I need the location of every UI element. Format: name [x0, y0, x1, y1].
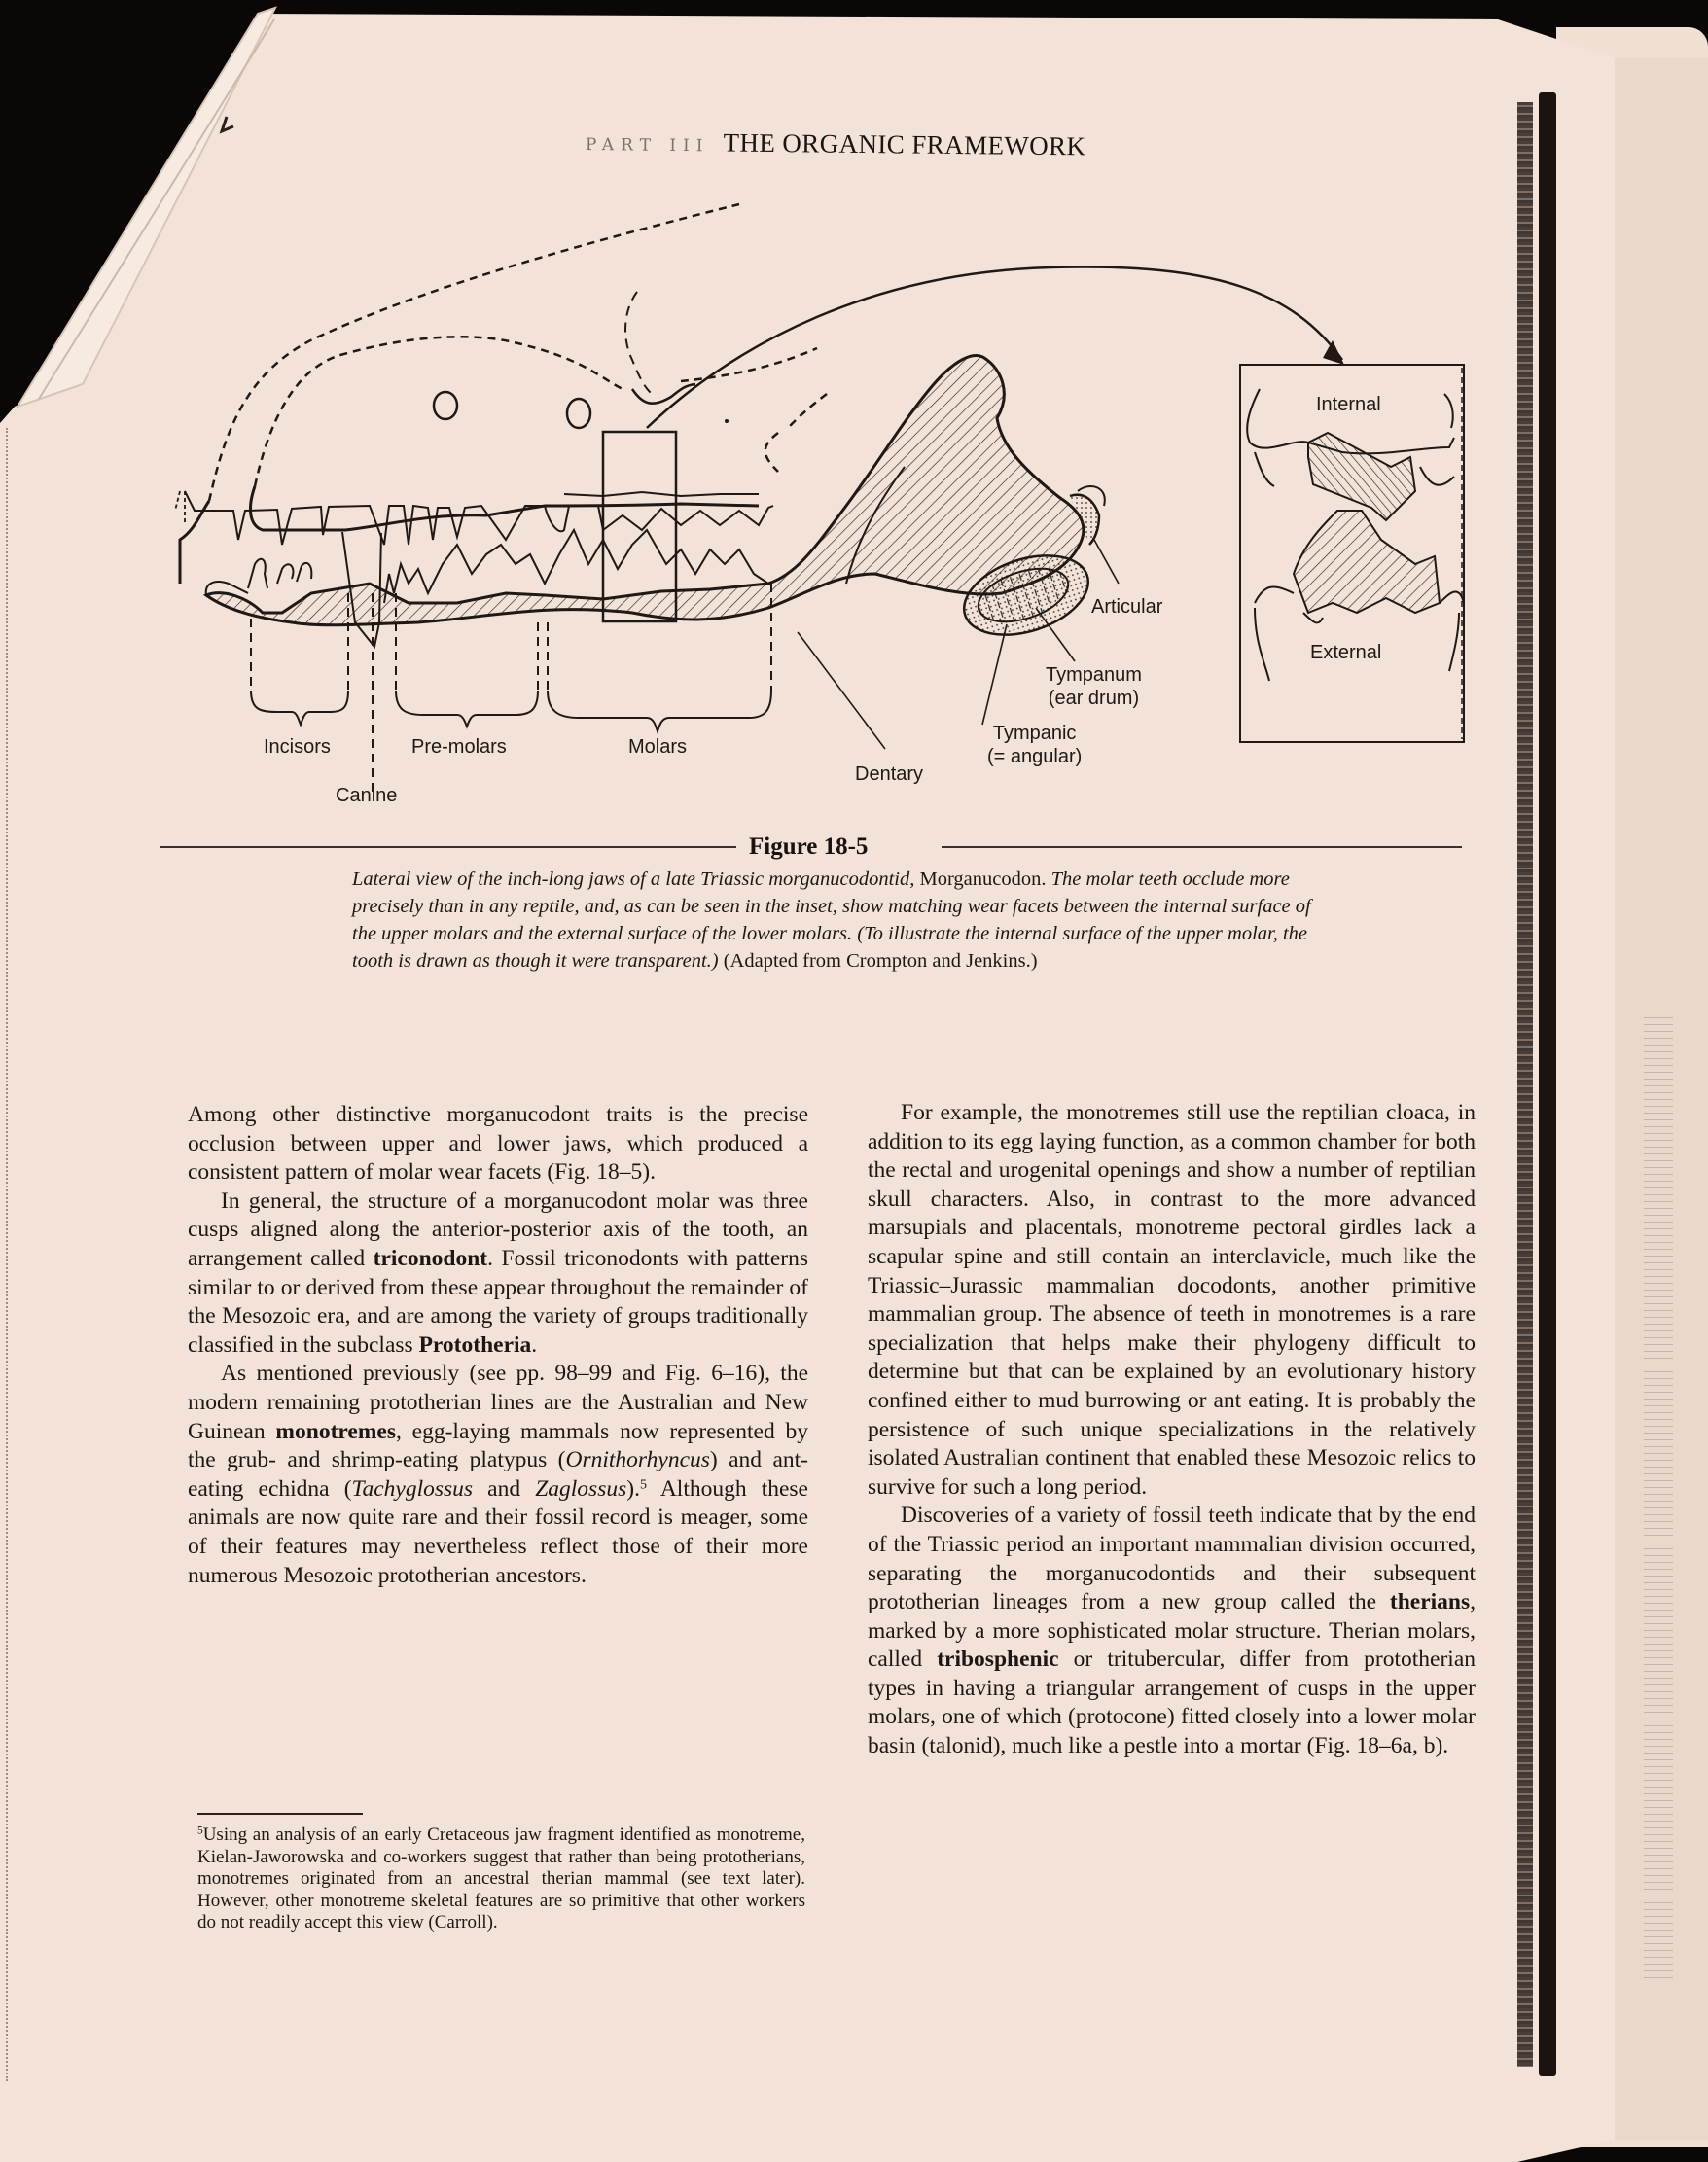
label-tympanum-main: Tympanum [1046, 664, 1142, 686]
dentary-bone [206, 356, 1084, 625]
text: ) and ant-eating echidna ( [188, 1447, 808, 1502]
text: or tritubercular, differ from prototherian types in having a triangular arrangement of cusps in the upper molars, one of which (protocone) fitted closely into a lower molar basin (talonid), much like a pestle into a mortar (Fig. 18–6a, b). [868, 1647, 1476, 1759]
figure-caption [352, 866, 1325, 975]
text: In general, the structure of a morganucodont molar was three cusps aligned along the anterior-posterior axis of the tooth, an arrangement called [188, 1187, 808, 1271]
lower-incisors [206, 559, 312, 595]
text: . [531, 1331, 538, 1358]
text: As mentioned previously (see pp. 98–99 and Fig. 6–16), the modern remaining prototherian lines are the Australian and New Guinean [188, 1361, 808, 1444]
label-inset-external: External [1310, 642, 1382, 663]
caption-genus: Morganucodon. [914, 868, 1051, 890]
upper-molar-wear [564, 492, 759, 496]
genus-name: Tachyglossus [351, 1475, 474, 1502]
paragraph [188, 1360, 808, 1590]
footnote-text: Using an analysis of an early Cretaceous jaw fragment identified as monotreme, Kielan-Jaworowska and co-workers suggest that rather than being prototherians, monotremes originated from an ancestral therian mammal (see text later). However, other monotreme skeletal features are so primitive that other workers do not readily accept this view (Carroll). [197, 1825, 805, 1932]
body-column-left [188, 1101, 808, 1590]
term-tribosphenic: tribosphenic [937, 1647, 1059, 1673]
braces [251, 691, 771, 731]
label-premolars: Pre-molars [411, 736, 507, 758]
paragraph: For example, the monotremes still use the reptilian cloaca, in addition to its egg laying function, as a common chamber for both the rectal and urogenital openings and show a number of reptilian skull characters. Also, in contrast to the more advanced marsupials and placentals, monotreme pectoral girdles lack a scapular spine and still contain an interclavicle, much like the Triassic–Jurassic mammalian docodonts, another primitive mammalian group. The absence of teeth in monotremes is a rare specialization that helps make their phylogeny difficult to determine but that can be explained by an evolutionary history confined either to mud burrowing or ant eating. It is probably the persistence of such unique specializations in the relatively isolated Australian continent that enabled these Mesozoic relics to survive for such a long period. [868, 1100, 1476, 1500]
chapter-title: THE ORGANIC FRAMEWORK [723, 127, 1086, 161]
caption-italic-2: The molar teeth occlude more precisely than in any reptile, and, as can be seen in the inset, show matching wear facets between the internal surface of the upper molars and the external surface of the lower molars. (To illustrate the internal surface of the upper molar, the tooth is drawn as though it were transparent.) [352, 868, 1311, 972]
foramen-2 [567, 399, 590, 428]
genus-name: Zaglossus [535, 1475, 627, 1502]
text: ). [626, 1475, 640, 1502]
text: , marked by a more sophisticated molar structure. Therian molars, called [868, 1589, 1476, 1673]
figure-rule-right [942, 846, 1462, 848]
footnote-ref[interactable]: 5 [639, 1475, 647, 1492]
text: , egg-laying mammals now represented by the grub- and shrimp-eating platypus ( [188, 1418, 808, 1473]
label-tympanic-sub: (= angular) [987, 746, 1083, 767]
footnote-marker: 5 [197, 1825, 203, 1837]
paragraph [868, 1502, 1476, 1760]
figure-rule-left [160, 846, 736, 848]
caption-credit: (Adapted from Crompton and Jenkins.) [718, 950, 1038, 972]
genus-name: Ornithorhyncus [565, 1447, 710, 1473]
paragraph: Among other distinctive morganucodont traits is the precise occlusion between upper and lower jaws, which produced a consistent pattern of molar wear facets (Fig. 18–5). [188, 1102, 808, 1186]
text: Although these animals are now quite rare and their fossil record is meager, some of their features may nevertheless reflect those of their more numerous Mesozoic prototherian ancestors. [188, 1475, 808, 1588]
footnote [197, 1825, 805, 1934]
upper-molar-facet [1308, 433, 1415, 520]
text: . Fossil triconodonts with patterns similar to or derived from these appear throughout the remainder of the Mesozoic era, and are among the variety of groups traditionally classified in the subclass [188, 1245, 809, 1358]
text: Discoveries of a variety of fossil teeth indicate that by the end of the Triassic period an important mammalian division occurred, separating the morganucodontids and their subsequent prototherian lineages from a new group called the [868, 1503, 1476, 1615]
skull-dashed-curve-right2 [765, 433, 778, 472]
upper-tooth-row [185, 491, 773, 545]
term-prototheria: Prototheria [418, 1331, 532, 1358]
skull-dashed-curve-right3 [788, 394, 827, 428]
label-dentary: Dentary [855, 763, 924, 785]
text: and [473, 1475, 536, 1502]
label-molars: Molars [628, 736, 688, 758]
body-column-right [868, 1099, 1476, 1761]
skull-dashed-curve-right1 [681, 348, 817, 381]
term-triconodont: triconodont [373, 1245, 488, 1271]
label-incisors: Incisors [264, 736, 331, 758]
term-monotremes: monotremes [275, 1418, 396, 1444]
skull-dashed-outline-outer [209, 204, 739, 501]
jaw-figure [0, 0, 1708, 836]
footnote-rule [197, 1813, 363, 1815]
label-canine: Canine [336, 785, 398, 806]
foramen-1 [434, 392, 457, 419]
caption-italic-1: Lateral view of the inch-long jaws of a late Triassic morganucodontid, [352, 868, 915, 890]
lower-molar-facet [1294, 511, 1440, 613]
adjacent-page-bleed [1644, 1011, 1673, 1984]
figure-number: Figure 18-5 [749, 833, 869, 860]
part-label: PART III [585, 135, 710, 157]
label-tympanum-sub: (ear drum) [1048, 688, 1140, 709]
term-therians: therians [1389, 1589, 1471, 1615]
skull-dashed-curve-mid [625, 292, 652, 394]
label-tympanic [987, 722, 1082, 768]
paragraph [188, 1187, 808, 1361]
label-tympanic-main: Tympanic [992, 723, 1077, 744]
label-articular: Articular [1091, 596, 1163, 618]
label-inset-internal: Internal [1316, 394, 1381, 415]
label-tympanum [1046, 663, 1142, 710]
